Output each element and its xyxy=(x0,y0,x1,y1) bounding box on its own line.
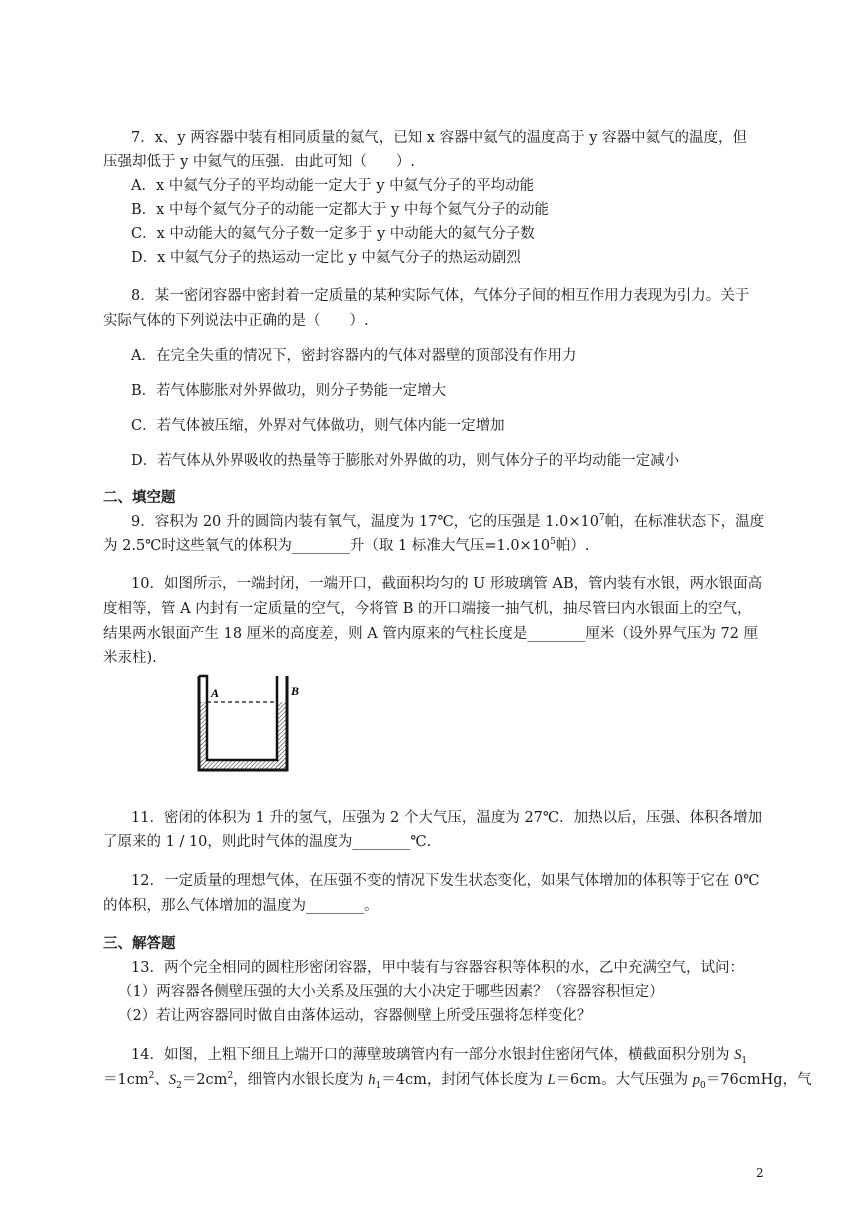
q12-stem-line1: 12．一定质量的理想气体，在压强不变的情况下发生状态变化，如果气体增加的体积等于它在 0℃ xyxy=(131,873,760,889)
mercury-bottom xyxy=(199,760,287,770)
q8-stem-line2: 实际气体的下列说法中正确的是（ ）. xyxy=(103,313,369,329)
q12-stem-line2: 的体积，那么气体增加的温度为________。 xyxy=(103,898,379,914)
q10-stem-line3: 结果两水银面产生 18 厘米的高度差，则 A 管内原来的气柱长度是________厘米（设外界气压为 72 厘 xyxy=(103,626,759,642)
q11-stem-line2: 了原来的 1 / 10，则此时气体的温度为________℃. xyxy=(103,834,432,850)
q7-option-d: D．x 中氦气分子的热运动一定比 y 中氦气分子的热运动剧烈 xyxy=(131,250,521,266)
q10-stem-line1: 10．如图所示，一端封闭，一端开口，截面积均匀的 U 形玻璃管 AB，管内装有水银，两水银面高 xyxy=(131,576,763,592)
q7-option-b: B．x 中每个氦气分子的动能一定都大于 y 中每个氦气分子的动能 xyxy=(131,202,549,218)
q11-stem-line1: 11．密闭的体积为 1 升的氢气，压强为 2 个大气压，温度为 27℃．加热以后，压强、体积各增加 xyxy=(131,810,763,826)
q13-subquestion-2: （2）若让两容器同时做自由落体运动，容器侧壁上所受压强将怎样变化？ xyxy=(118,1008,592,1024)
page-number: 2 xyxy=(756,1166,764,1180)
label-a: A xyxy=(211,686,220,700)
q8-stem-line1: 8．某一密闭容器中密封着一定质量的某种实际气体，气体分子间的相互作用力表现为引力。关于 xyxy=(131,288,750,304)
q7-stem-line1: 7．x、y 两容器中装有相同质量的氦气，已知 x 容器中氦气的温度高于 y 容器中氦气的温度，但 xyxy=(131,130,748,146)
label-b: B xyxy=(291,684,300,698)
q7-stem-line2: 压强却低于 y 中氦气的压强．由此可知（ ）. xyxy=(103,154,416,170)
q14-stem-line1: 14．如图，上粗下细且上端开口的薄壁玻璃管内有一部分水银封住密闭气体，横截面积分别为 $S_1$ xyxy=(131,1047,748,1066)
q8-option-b: B．若气体膨胀对外界做功，则分子势能一定增大 xyxy=(131,383,447,399)
q10-stem-line4: 米汞柱). xyxy=(103,650,157,666)
mercury-right xyxy=(277,702,287,770)
q10-stem-line2: 度相等，管 A 内封有一定质量的空气，今将管 B 的开口端接一抽气机，抽尽管曰内水银面上的空气， xyxy=(103,601,752,617)
q7-option-c: C．x 中动能大的氦气分子数一定多于 y 中动能大的氦气分子数 xyxy=(131,226,535,242)
q13-subquestion-1: （1）两容器各侧壁压强的大小关系及压强的大小决定于哪些因素？（容器容积恒定） xyxy=(118,984,664,1000)
section-answer-heading: 三、解答题 xyxy=(103,936,176,952)
section-fill-in-heading: 二、填空题 xyxy=(103,490,176,506)
q9-stem-line2: 为 2.5℃时这些氧气的体积为________升（取 1 标准大气压$=1.0\times 10^5$帕）. xyxy=(103,537,590,554)
q8-option-d: D．若气体从外界吸收的热量等于膨胀对外界做的功，则气体分子的平均动能一定减小 xyxy=(131,453,680,469)
mercury-left xyxy=(199,702,207,770)
q8-option-a: A．在完全失重的情况下，密封容器内的气体对器壁的顶部没有作用力 xyxy=(131,348,577,364)
q14-stem-line2: $=1cm^2$、$S_2=2cm^2$，细管内水银长度为 $h_1=4cm$，封闭气体长度为 L＝6cm。大气压强为 $p_0=76cmHg$，气 xyxy=(103,1071,812,1091)
u-tube-diagram xyxy=(193,672,303,776)
q7-option-a: A．x 中氦气分子的平均动能一定大于 y 中氦气分子的平均动能 xyxy=(131,178,535,194)
q8-option-c: C．若气体被压缩，外界对气体做功，则气体内能一定增加 xyxy=(131,418,505,434)
q9-stem-line1: 9．容积为 20 升的圆筒内装有氧气，温度为 17℃，它的压强是 $1.0\times 10^7$帕，在标准状态下，温度 xyxy=(131,513,765,530)
q13-stem-line1: 13．两个完全相同的圆柱形密闭容器，甲中装有与容器容积等体积的水，乙中充满空气，试问： xyxy=(131,960,744,976)
